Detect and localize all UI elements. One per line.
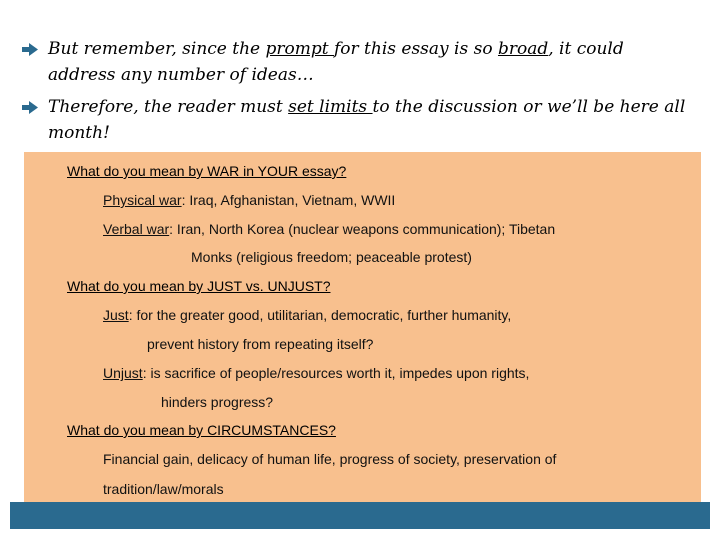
unjust-cont: hinders progress? — [161, 394, 274, 410]
just-line: Just: for the greater good, utilitarian, democratic, further humanity, — [103, 307, 512, 323]
circumstances-line: Financial gain, delicacy of human life, progress of society, preservation of — [103, 451, 557, 467]
footer-bar — [10, 502, 710, 529]
question-war: What do you mean by WAR in YOUR essay? — [67, 163, 347, 179]
verbal-war-line: Verbal war: Iran, North Korea (nuclear weapons communication); Tibetan — [103, 221, 556, 237]
circumstances-cont: tradition/law/morals — [103, 481, 224, 497]
arrow-bullet-icon — [22, 43, 38, 56]
bullet-prompt-broad — [22, 36, 692, 88]
question-just: What do you mean by JUST vs. UNJUST? — [67, 278, 331, 294]
bullet-set-limits — [22, 94, 692, 146]
just-cont: prevent history from repeating itself? — [147, 336, 374, 352]
arrow-bullet-icon — [22, 101, 38, 114]
unjust-line: Unjust: is sacrifice of people/resources worth it, impedes upon rights, — [103, 365, 530, 381]
physical-war-line: Physical war: Iraq, Afghanistan, Vietnam, WWII — [103, 192, 396, 208]
bullet-text: But remember, since the prompt for this essay is so broad, it could address any number of ideas… — [48, 39, 624, 85]
bullet-text: Therefore, the reader must set limits to the discussion or we’ll be here all month! — [48, 97, 686, 143]
question-circumstances: What do you mean by CIRCUMSTANCES? — [67, 422, 336, 438]
verbal-war-cont: Monks (religious freedom; peaceable protest) — [191, 249, 472, 265]
